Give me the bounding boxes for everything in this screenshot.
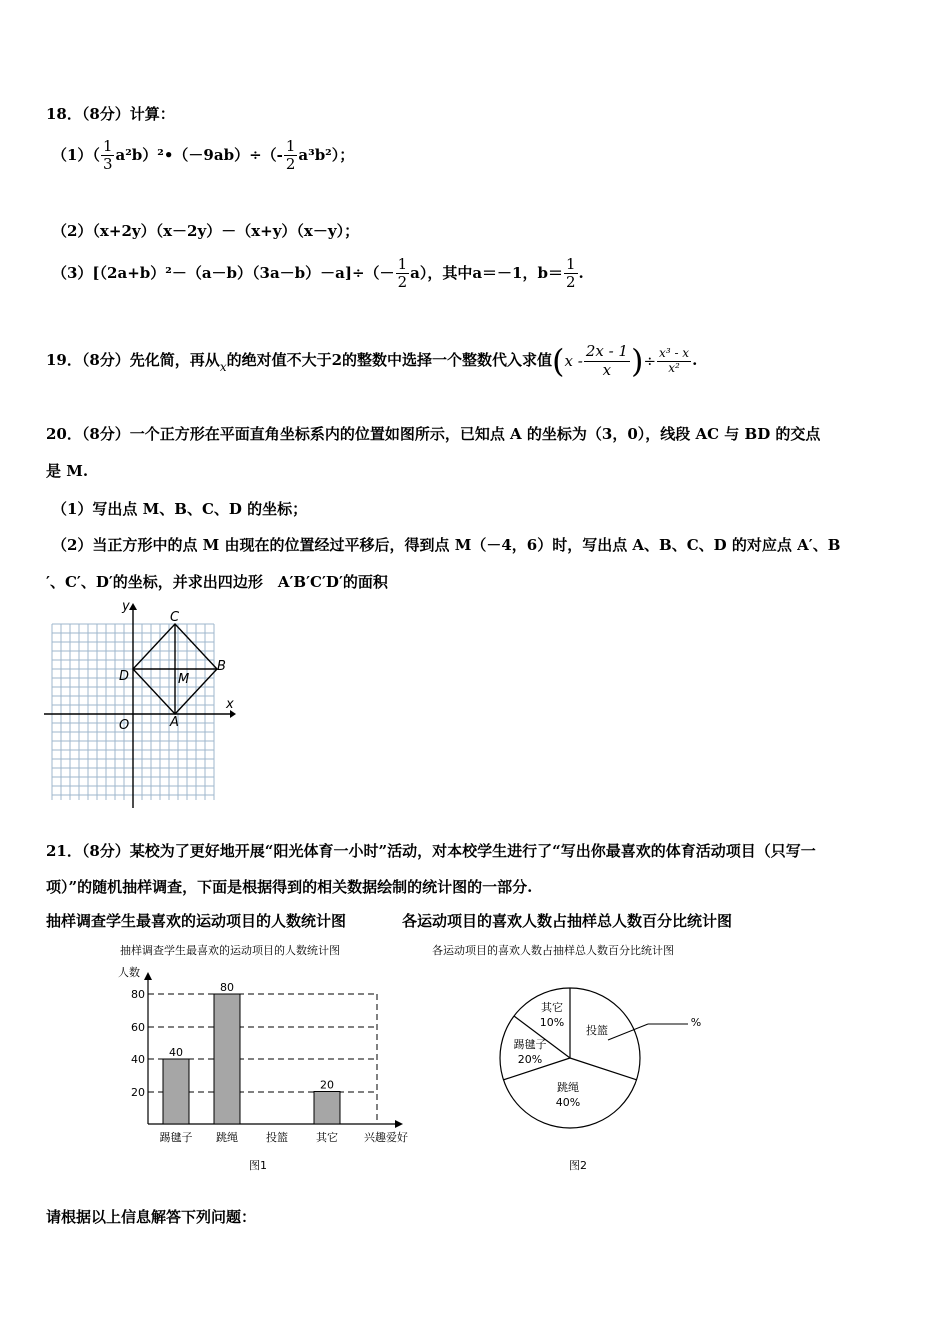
pie-label-toulan: 投篮 bbox=[586, 1024, 608, 1037]
q18-part1 bbox=[52, 138, 354, 174]
ytick-60: 60 bbox=[131, 1021, 145, 1034]
pie-pct-jianzi: 20% bbox=[517, 1053, 543, 1066]
q21-line2: 项）”的随机抽样调查，下面是根据得到的相关数据绘制的统计图的一部分. bbox=[46, 878, 533, 896]
bar-chart-title: 抽样调查学生最喜欢的运动项目的人数统计图 bbox=[120, 944, 340, 957]
point-b-label: B bbox=[217, 659, 226, 674]
frac-den: 2 bbox=[397, 273, 408, 292]
q19-expr-x: x - bbox=[564, 352, 583, 370]
pie-pct-tiaosheng: 40% bbox=[555, 1096, 581, 1109]
fraction bbox=[284, 138, 298, 174]
bar-x-axis-arrow bbox=[395, 1120, 403, 1128]
xtick-tiaosheng: 跳绳 bbox=[216, 1131, 238, 1144]
q21-line1: 21．（8分）某校为了更好地开展“阳光体育一小时”活动，对本校学生进行了“写出你最喜欢的体育活动项目（只写一 bbox=[46, 842, 816, 860]
fraction bbox=[584, 343, 630, 379]
y-axis-arrow bbox=[129, 603, 137, 610]
bar-value-label-3: 20 bbox=[320, 1078, 334, 1092]
frac-num: x³ - x bbox=[659, 345, 690, 360]
bar-chart bbox=[110, 938, 420, 1174]
q18-p3-pre: （3）[（2a+b）²－（a－b）（3a－b）－a]÷（－ bbox=[52, 263, 395, 282]
q18-p3-mid: a），其中a＝－1，b＝ bbox=[410, 263, 563, 282]
q18-part3 bbox=[52, 256, 584, 292]
point-d-label: D bbox=[119, 669, 130, 684]
q20-line2: 是 M. bbox=[46, 462, 89, 480]
origin-label: O bbox=[119, 718, 130, 733]
q18-part2: （2）（x+2y）（x－2y）－（x+y）（x－y）； bbox=[52, 222, 360, 240]
pie-label-tiaosheng: 跳绳 bbox=[557, 1081, 579, 1094]
fraction bbox=[101, 138, 115, 174]
q21-caption-right: 各运动项目的喜欢人数占抽样总人数百分比统计图 bbox=[402, 912, 733, 930]
xtick-jianzi: 踢毽子 bbox=[159, 1131, 193, 1144]
q19-div: ÷ bbox=[643, 352, 657, 370]
right-paren: ) bbox=[630, 342, 644, 380]
q20-line4: （2）当正方形中的点 M 由现在的位置经过平移后，得到点 M（－4，6）时，写出点 A、B、C、D 的对应点 A′、B bbox=[52, 536, 841, 554]
pie-callout-pct: % bbox=[690, 1016, 702, 1029]
q19-pre: 19．（8分）先化简，再从 bbox=[46, 351, 220, 369]
frac-den: x² bbox=[668, 360, 680, 375]
frac-num: 1 bbox=[285, 137, 296, 155]
fig2-caption: 图2 bbox=[569, 1159, 587, 1172]
q20-line5: ′、C′、D′的坐标，并求出四边形 A′B′C′D′的面积 bbox=[46, 573, 388, 591]
frac-den: 3 bbox=[102, 155, 113, 174]
bar-value-label-1: 80 bbox=[220, 981, 234, 994]
q20-line1: 20．（8分）一个正方形在平面直角坐标系内的位置如图所示，已知点 A 的坐标为（3，0），线段 AC 与 BD 的交点 bbox=[46, 425, 821, 443]
point-a-label: A bbox=[170, 715, 179, 730]
pie-label-qita: 其它 bbox=[541, 1001, 563, 1014]
bar-3 bbox=[314, 1092, 340, 1125]
frac-num: 1 bbox=[397, 255, 408, 273]
q18-p1-pre: （1）（ bbox=[52, 145, 100, 164]
q19 bbox=[46, 342, 697, 380]
pie-label-jianzi: 踢毽子 bbox=[513, 1038, 547, 1051]
point-c-label: C bbox=[170, 610, 180, 625]
fraction bbox=[564, 256, 578, 292]
bar-y-axis-arrow bbox=[144, 972, 152, 980]
frac-num: 1 bbox=[102, 137, 113, 155]
q18-p1-post: a³b²）； bbox=[298, 145, 355, 164]
q20-line3: （1）写出点 M、B、C、D 的坐标； bbox=[52, 500, 308, 518]
frac-num: 2x - 1 bbox=[585, 342, 628, 361]
frac-num: 1 bbox=[565, 255, 576, 273]
point-m-label: M bbox=[178, 672, 190, 687]
left-paren: ( bbox=[552, 342, 565, 380]
q18-p1-mid: a²b）²•（－9ab）÷（- bbox=[115, 145, 283, 164]
q18-heading: 18．（8分）计算： bbox=[46, 105, 175, 123]
pie-chart bbox=[420, 938, 750, 1174]
q21-caption-left: 抽样调查学生最喜欢的运动项目的人数统计图 bbox=[46, 912, 347, 930]
fraction bbox=[396, 256, 410, 292]
x-label: x bbox=[226, 697, 234, 712]
bar-0 bbox=[163, 1059, 189, 1124]
pie-chart-title: 各运动项目的喜欢人数占抽样总人数百分比统计图 bbox=[432, 944, 674, 957]
ytick-40: 40 bbox=[131, 1053, 145, 1066]
frac-den: 2 bbox=[565, 273, 576, 292]
fig1-caption: 图1 bbox=[249, 1159, 267, 1172]
q21-footer: 请根据以上信息解答下列问题： bbox=[46, 1208, 257, 1226]
bar-chart-ylabel: 人数 bbox=[118, 966, 140, 979]
q19-end: . bbox=[692, 351, 698, 369]
frac-den: x bbox=[602, 360, 612, 379]
coordinate-grid-figure bbox=[40, 598, 240, 810]
y-label: y bbox=[122, 599, 130, 614]
xtick-toulan: 投篮 bbox=[266, 1131, 288, 1144]
bar-chart-xlabel: 兴趣爱好 bbox=[364, 1131, 408, 1144]
q18-p3-end: . bbox=[578, 263, 584, 282]
frac-den: 2 bbox=[285, 155, 296, 174]
fraction bbox=[657, 347, 691, 376]
ytick-20: 20 bbox=[131, 1086, 145, 1099]
bar-value-label-0: 40 bbox=[169, 1046, 183, 1059]
pie-pct-qita: 10% bbox=[539, 1016, 565, 1029]
bar-1 bbox=[214, 994, 240, 1124]
q19-var: x bbox=[219, 360, 227, 374]
xtick-qita: 其它 bbox=[316, 1131, 338, 1144]
q19-mid: 的绝对值不大于2的整数中选择一个整数代入求值 bbox=[226, 351, 553, 369]
ytick-80: 80 bbox=[131, 988, 145, 1001]
